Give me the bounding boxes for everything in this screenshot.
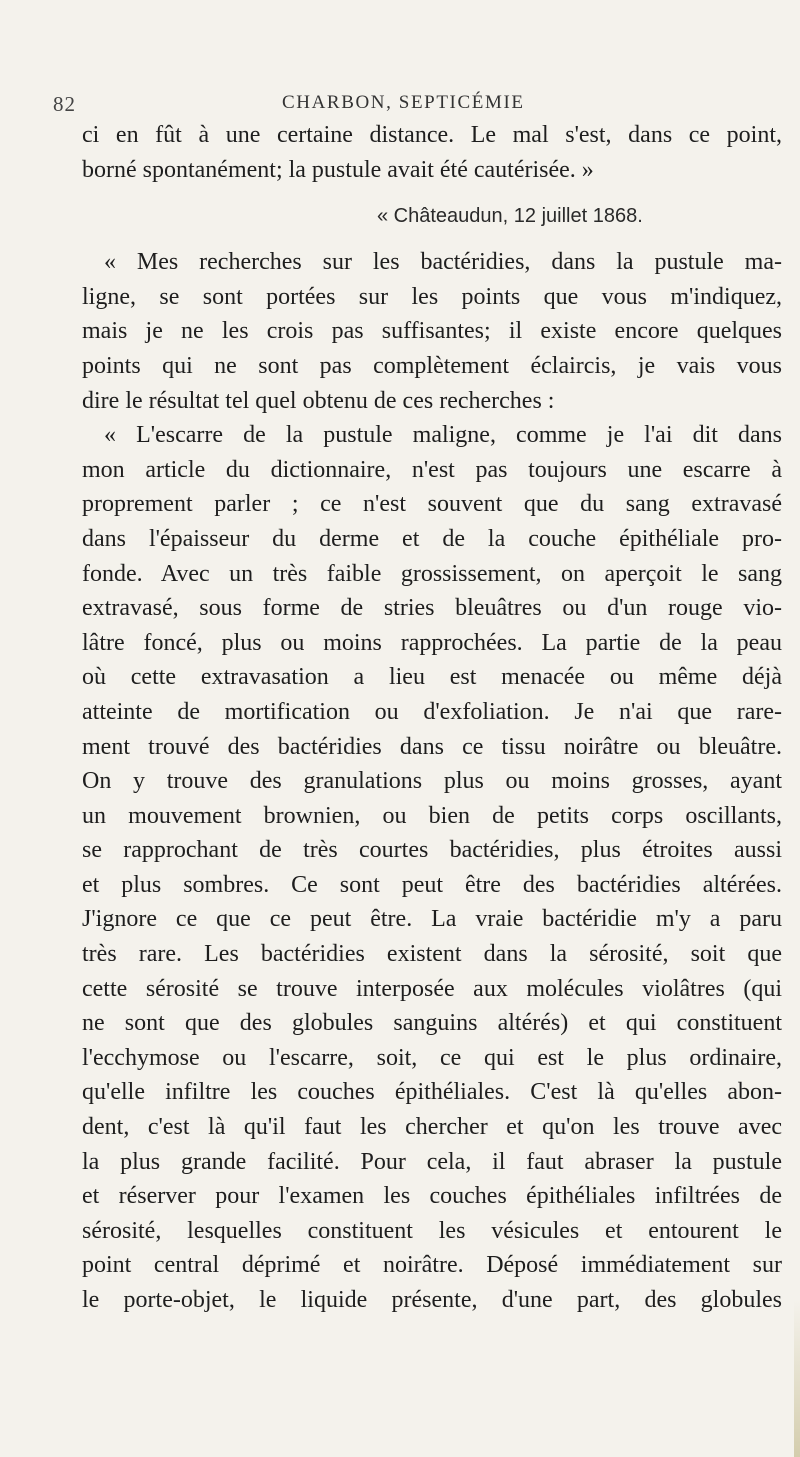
text-line: sérosité, lesquelles constituent les vésicules et entourent le <box>82 1217 782 1244</box>
text-line: « L'escarre de la pustule maligne, comme je l'ai dit dans <box>104 422 782 449</box>
text-line: la plus grande facilité. Pour cela, il faut abraser la pustule <box>82 1148 782 1175</box>
text-line: qu'elle infiltre les couches épithéliales. C'est là qu'elles abon- <box>82 1079 782 1106</box>
text-line: un mouvement brownien, ou bien de petits corps oscillants, <box>82 802 782 829</box>
text-line: mais je ne les crois pas suffisantes; il existe encore quelques <box>82 318 782 345</box>
text-line: où cette extravasation a lieu est menacée ou même déjà <box>82 664 782 691</box>
text-line: se rapprochant de très courtes bactéridies, plus étroites aussi <box>82 837 782 864</box>
page-edge-shadow <box>794 1300 800 1457</box>
text-line: ligne, se sont portées sur les points que vous m'indiquez, <box>82 283 782 310</box>
text-line: ment trouvé des bactéridies dans ce tissu noirâtre ou bleuâtre. <box>82 733 782 760</box>
dateline: « Châteaudun, 12 juillet 1868. <box>377 205 643 228</box>
text-line: atteinte de mortification ou d'exfoliation. Je n'ai que rare- <box>82 698 782 725</box>
running-head: CHARBON, SEPTICÉMIE <box>282 92 525 113</box>
text-line: très rare. Les bactéridies existent dans la sérosité, soit que <box>82 941 782 968</box>
text-line: le porte-objet, le liquide présente, d'une part, des globules <box>82 1287 782 1313</box>
page-number: 82 <box>53 92 76 116</box>
text-line: borné spontanément; la pustule avait été cautérisée. » <box>82 156 594 183</box>
text-line: l'ecchymose ou l'escarre, soit, ce qui est le plus ordinaire, <box>82 1044 782 1071</box>
text-line: points qui ne sont pas complètement éclaircis, je vais vous <box>82 352 782 379</box>
text-line: point central déprimé et noirâtre. Déposé immédiatement sur <box>82 1252 782 1279</box>
text-line: proprement parler ; ce n'est souvent que du sang extravasé <box>82 491 782 518</box>
text-line: extravasé, sous forme de stries bleuâtres ou d'un rouge vio- <box>82 595 782 622</box>
text-line: ci en fût à une certaine distance. Le mal s'est, dans ce point, <box>82 122 782 148</box>
text-line: dent, c'est là qu'il faut les chercher et qu'on les trouve avec <box>82 1114 782 1141</box>
text-line: ne sont que des globules sanguins altérés) et qui constituent <box>82 1010 782 1037</box>
text-line: dans l'épaisseur du derme et de la couche épithéliale pro- <box>82 525 782 552</box>
text-line: On y trouve des granulations plus ou moins grosses, ayant <box>82 768 782 795</box>
text-line: J'ignore ce que ce peut être. La vraie bactéridie m'y a paru <box>82 906 782 933</box>
text-line: cette sérosité se trouve interposée aux molécules violâtres (qui <box>82 975 782 1002</box>
text-line: « Mes recherches sur les bactéridies, dans la pustule ma- <box>104 249 782 276</box>
text-line: et réserver pour l'examen les couches épithéliales infiltrées de <box>82 1183 782 1210</box>
body-text <box>82 118 782 1318</box>
text-line: lâtre foncé, plus ou moins rapprochées. La partie de la peau <box>82 629 782 656</box>
text-line: dire le résultat tel quel obtenu de ces recherches : <box>82 387 555 414</box>
text-line: et plus sombres. Ce sont peut être des bactéridies altérées. <box>82 871 782 898</box>
text-line: mon article du dictionnaire, n'est pas toujours une escarre à <box>82 456 782 483</box>
text-line: fonde. Avec un très faible grossissement, on aperçoit le sang <box>82 560 782 587</box>
